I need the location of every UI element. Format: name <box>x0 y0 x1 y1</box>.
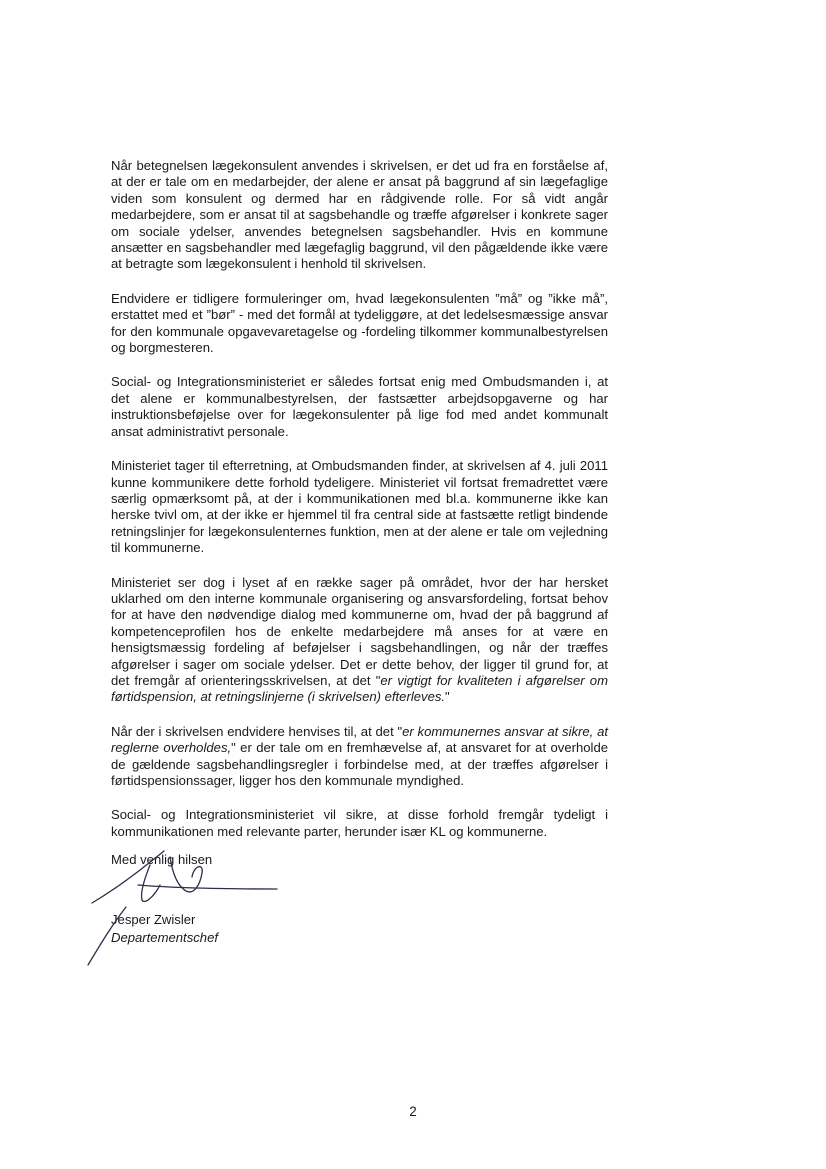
letter-body <box>111 158 608 858</box>
signatory-title: Departementschef <box>111 930 218 945</box>
paragraph-4: Ministeriet tager til efterretning, at Ombudsmanden finder, at skrivelsen af 4. juli 2011 kunne kommunikere dette forhold tydeligere. Ministeriet vil fortsat fremadrettet være særlig opmærksomt på, at der i kommunikationen med bl.a. kommunerne ikke kan herske tvivl om, at der ikke er hjemmel til fra central side at fastsætte retligt bindende retningslinjer for lægekonsulenternes funktion, men at der alene er tale om vejledning til kommunerne. <box>111 458 608 556</box>
paragraph-6-rest: " er der tale om en fremhævelse af, at ansvaret for at overholde de gældende sagsbehandlingsregler i forbindelse med, at der træffes afgørelser i førtidspensionssager, ligger hos den kommunale myndighed. <box>111 740 609 788</box>
paragraph-5-quote: er vigtigt for kvaliteten i afgørelser om førtidspension, at retningslinjerne (i skrivelsen) efterleves. <box>111 672 608 705</box>
handwritten-signature <box>82 845 282 975</box>
paragraph-6-start: Når der i skrivelsen endvidere henvises til, at det " <box>111 723 403 739</box>
paragraph-7: Social- og Integrationsministeriet vil sikre, at disse forhold fremgår tydeligt i kommunikationen med relevante parter, herunder især KL og kommunerne. <box>111 807 608 839</box>
paragraph-5-text: Ministeriet ser dog i lyset af en række sager på området, hvor der har hersket uklarhed om den interne kommunale organisering og ansvarsfordeling, fortsat behov for at have den nødvendige dialog med kommunerne om, hvad der på baggrund af kompetenceprofilen hos de enkelte medarbejdere må anses for at være en hensigtsmæssig fordeling af beføjelser i sagsbehandlingen, og når der træffes afgørelser i sager om sociale ydelser. Det er dette behov, der ligger til grund for, at det fremgår af orienteringsskrivelsen, at det " <box>111 574 608 688</box>
paragraph-3: Social- og Integrationsministeriet er således fortsat enig med Ombudsmanden i, at det alene er kommunalbestyrelsen, der fastsætter arbejdsopgaverne og har instruktionsbeføjelse over for lægekonsulenter på lige fod med andet kommunalt ansat administrativt personale. <box>111 374 608 439</box>
paragraph-5-end: " <box>445 689 450 705</box>
signatory-name: Jesper Zwisler <box>111 912 196 927</box>
paragraph-6 <box>111 724 608 790</box>
page-number: 2 <box>409 1104 417 1119</box>
paragraph-1: Når betegnelsen lægekonsulent anvendes i skrivelsen, er det ud fra en forståelse af, at der er tale om en medarbejder, der alene er ansat på baggrund af sin lægefaglige viden som konsulent og dermed har en rådgivende rolle. For så vidt angår medarbejdere, som er ansat til at sagsbehandle og træffe afgørelser i konkrete sager om sociale ydelser, anvendes betegnelsen sagsbehandler. Hvis en kommune ansætter en sagsbehandler med lægefaglig baggrund, vil den pågældende ikke være at betragte som lægekonsulent i henhold til skrivelsen. <box>111 158 608 272</box>
paragraph-2: Endvidere er tidligere formuleringer om, hvad lægekonsulenten ”må” og ”ikke må”, erstattet med et ”bør” - med det formål at tydeliggøre, at det ledelsesmæssige ansvar for den kommunale opgavevaretagelse og -fordeling tilkommer kommunalbestyrelsen og borgmesteren. <box>111 290 608 356</box>
paragraph-5 <box>111 575 608 706</box>
closing-greeting: Med venlig hilsen <box>111 852 213 867</box>
paragraph-6-quote: er kommunernes ansvar at sikre, at reglerne overholdes, <box>111 723 608 756</box>
